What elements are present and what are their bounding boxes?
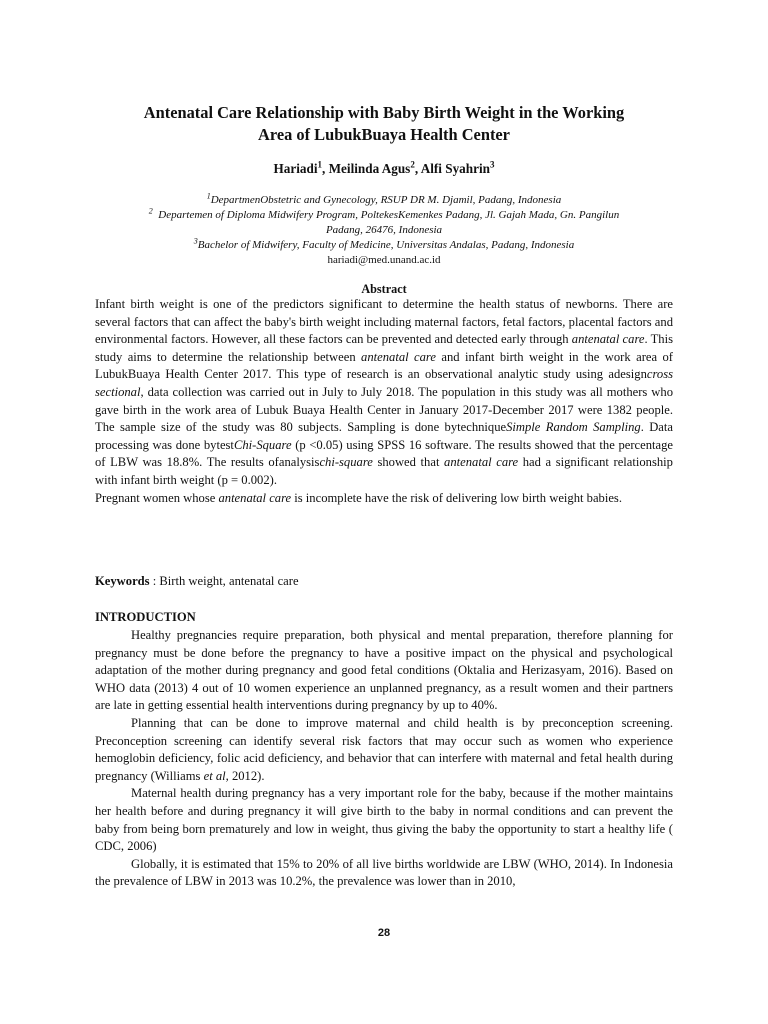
intro-heading: INTRODUCTION (95, 610, 196, 624)
author-sup: 2 (410, 159, 415, 170)
abstract-text: , data collection was carried out in July to July 2018. The population in this study was all mothers who gave birth in the work area of Lubuk Buaya Health Center in January 2017-December 2017 were 1382 people. The sample size of the study was 80 subjects. Sampling is done bytechnique (95, 384, 673, 435)
affiliation-3 (96, 238, 672, 253)
abstract-italic: antenatal care (571, 332, 645, 347)
affiliation-text: DepartmenObstetric and Gynecology, RSUP DR M. Djamil, Padang, Indonesia (210, 194, 562, 206)
author-sep: , (414, 161, 421, 176)
affiliation-text: Padang, 26476, Indonesia (325, 224, 443, 236)
intro-body (95, 627, 673, 891)
page-number: 28 (377, 927, 391, 939)
affiliation-sup: 1 (206, 191, 211, 201)
abstract-italic: Chi-Square (233, 437, 292, 452)
abstract-italic: cross sectional (95, 367, 673, 399)
intro-paragraph-2 (95, 715, 673, 785)
paper-title (80, 102, 688, 146)
abstract-italic: Simple Random Sampling (506, 420, 641, 435)
title-line-2: Area of LubukBuaya Health Center (258, 125, 510, 144)
intro-paragraph-1: Healthy pregnancies require preparation, both physical and mental preparation, therefore planning for pregnancy must be done before the pregnancy to have a positive impact on the physical and psychological adaptation of the mother during pregnancy and good fetal conditions (Oktalia and Herizasyam, 2016). Based on WHO data (2013) 4 out of 10 women experience an unplanned pregnancy, as a result women and their partners are late in getting essential health interventions during pregnancy by up to 40%. (95, 628, 673, 713)
intro-italic: et al, (203, 768, 229, 783)
affiliation-1 (96, 193, 672, 208)
abstract-body (95, 296, 673, 507)
abstract-text: . Data processing was done bytest (95, 420, 673, 452)
affiliation-sup: 2 (148, 206, 153, 216)
author-sup: 3 (489, 159, 495, 170)
abstract-text: showed that (372, 455, 445, 470)
title-line-1: Antenatal Care Relationship with Baby Birth Weight in the Working (143, 103, 625, 122)
author-email: hariadi@med.unand.ac.id (327, 254, 441, 266)
intro-paragraph-4: Globally, it is estimated that 15% to 20% of all live births worldwide are LBW (WHO, 2014). In Indonesia the prevalence of LBW in 2013 was 10.2%, the prevalence was lower than in 2010, (95, 856, 673, 889)
abstract-text: is incomplete have the risk of delivering low birth weight babies. (291, 490, 622, 505)
keywords-text: : Birth weight, antenatal care (149, 574, 299, 588)
abstract-text: had a significant relationship with infant birth weight (p = 0.002). (95, 455, 673, 487)
abstract-heading: Abstract (361, 282, 407, 296)
author-sep: , (322, 161, 329, 176)
author-name: Hariadi (273, 161, 318, 176)
author-sup: 1 (317, 159, 323, 170)
keywords (95, 573, 299, 590)
abstract-italic: chi-square (319, 455, 373, 470)
intro-text: Planning that can be done to improve maternal and child health is by preconception screening. Preconception screening can identify several risk factors that may occur such as women who experience hemoglobin deficiency, folic acid deficiency, and behavior that can interfere with maternal and fetal health during pregnancy (Williams (95, 715, 673, 783)
intro-text: 2012). (228, 768, 265, 783)
intro-paragraph-3: Maternal health during pregnancy has a very important role for the baby, because if the mother maintains her health before and during pregnancy it will give birth to the baby in normal conditions and can prevent the baby from being born prematurely and low in weight, thus giving the baby the opportunity to start a healthy life ( CDC, 2006) (95, 786, 673, 854)
affiliation-2-cont (96, 223, 672, 238)
author-name: Meilinda Agus (328, 161, 411, 176)
affiliation-2 (96, 208, 672, 223)
author-list (80, 160, 688, 178)
abstract-paragraph-2 (95, 490, 673, 508)
affiliation-sup: 3 (193, 236, 198, 246)
abstract-italic: antenatal care (361, 349, 436, 364)
abstract-italic: antenatal care (218, 490, 292, 505)
affiliation-text: Bachelor of Midwifery, Faculty of Medicine, Universitas Andalas, Padang, Indonesia (197, 239, 575, 251)
author-name: Alfi Syahrin (420, 161, 490, 176)
affiliation-text: Departemen of Diploma Midwifery Program, PoltekesKemenkes Padang, Jl. Gajah Mada, Gn. Pangilun (158, 209, 620, 221)
abstract-text: Pregnant women whose (95, 490, 219, 505)
affiliations (96, 193, 672, 268)
abstract-text: (p <0.05) using SPSS 16 software. The results showed that the percentage of LBW was 18.8%. The results ofanalysis (95, 437, 673, 470)
abstract-text: Infant birth weight is one of the predictors significant to determine the health status of newborns. There are several factors that can affect the baby's birth weight including maternal factors, fetal factors, placental factors and environmental factors. However, all these factors can be prevented and detected early through (95, 297, 673, 347)
abstract-paragraph-1 (95, 296, 673, 490)
abstract-text: and infant birth weight in the work area of LubukBuaya Health Center 2017. This type of research is an observational analytic study using adesign (95, 349, 673, 382)
abstract-italic: antenatal care (444, 455, 519, 470)
keywords-label: Keywords (95, 574, 150, 588)
abstract-text: . This study aims to determine the relationship between (95, 332, 673, 364)
